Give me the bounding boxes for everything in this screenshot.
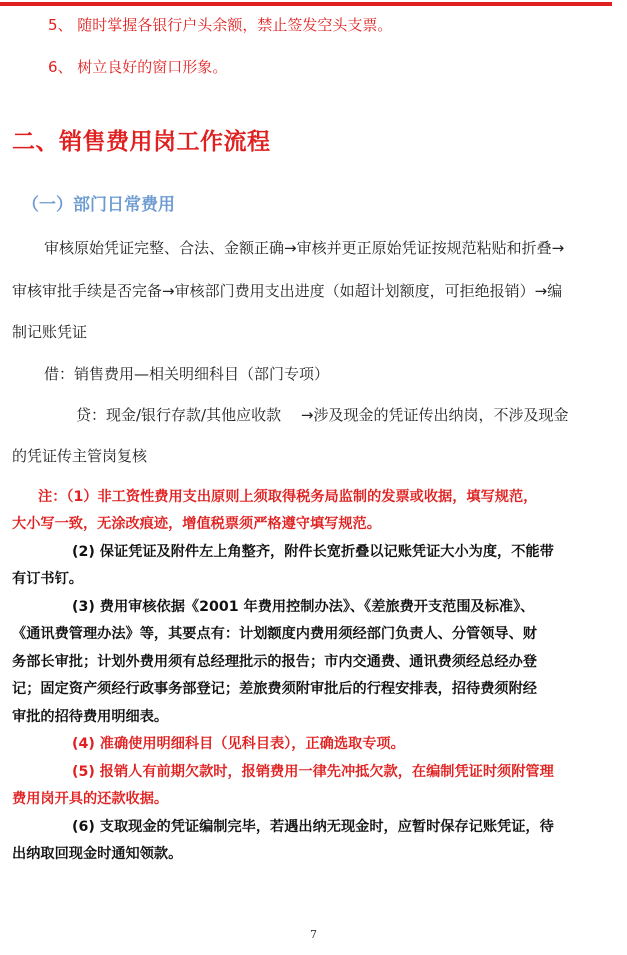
- note-3-line-2: 《通讯费管理办法》等，其要点有：计划额度内费用须经部门负责人、分管领导、财: [12, 626, 537, 642]
- note-1-line-1: 注：（1）非工资性费用支出原则上须取得税务局监制的发票或收据，填写规范，: [38, 489, 538, 505]
- note-3-line-1: (3) 费用审核依据《2001 年费用控制办法》、《差旅费开支范围及标准》、: [72, 599, 535, 615]
- note-4-line-1: (4) 准确使用明细科目（见科目表），正确选取专项。: [72, 736, 405, 752]
- subsection-title: （一）部门日常费用: [22, 195, 175, 215]
- note-3-line-4: 记；固定资产须经行政事务部登记；差旅费须附审批后的行程安排表，招待费须附经: [12, 681, 537, 697]
- credit-entry-cont: 的凭证传主管岗复核: [12, 447, 148, 465]
- body-line-3: 制记账凭证: [12, 323, 88, 341]
- debit-entry: 借：销售费用—相关明细科目（部门专项）: [44, 365, 330, 383]
- note-2-line-1: (2) 保证凭证及附件左上角整齐，附件长宽折叠以记账凭证大小为度，不能带: [72, 544, 554, 560]
- list-item-5: 5、 随时掌握各银行户头余额，禁止签发空头支票。: [48, 16, 393, 34]
- page-number: 7: [310, 928, 317, 941]
- top-rule: [0, 2, 612, 6]
- note-5-line-1: (5) 报销人有前期欠款时，报销费用一律先冲抵欠款，在编制凭证时须附管理: [72, 764, 554, 780]
- note-6-line-2: 出纳取回现金时通知领款。: [12, 846, 183, 862]
- note-5-line-2: 费用岗开具的还款收据。: [12, 791, 169, 807]
- note-2-line-2: 有订书钉。: [12, 571, 83, 587]
- section-title: 二、销售费用岗工作流程: [12, 129, 271, 155]
- note-3-line-5: 审批的招待费用明细表。: [12, 709, 169, 725]
- body-line-2: 审核审批手续是否完备→审核部门费用支出进度（如超计划额度，可拒绝报销）→编: [12, 282, 563, 300]
- note-3-line-3: 务部长审批；计划外费用须有总经理批示的报告；市内交通费、通讯费须经总经办登: [12, 654, 537, 670]
- note-6-line-1: (6) 支取现金的凭证编制完毕，若遇出纳无现金时，应暂时保存记账凭证，待: [72, 819, 554, 835]
- list-item-6: 6、 树立良好的窗口形象。: [48, 58, 228, 76]
- body-line-1: 审核原始凭证完整、合法、金额正确→审核并更正原始凭证按规范粘贴和折叠→: [44, 239, 565, 257]
- note-1-line-2: 大小写一致，无涂改痕迹，增值税票须严格遵守填写规范。: [12, 516, 381, 532]
- credit-entry: 贷：现金/银行存款/其他应收款 →涉及现金的凭证传出纳岗，不涉及现金: [76, 406, 569, 424]
